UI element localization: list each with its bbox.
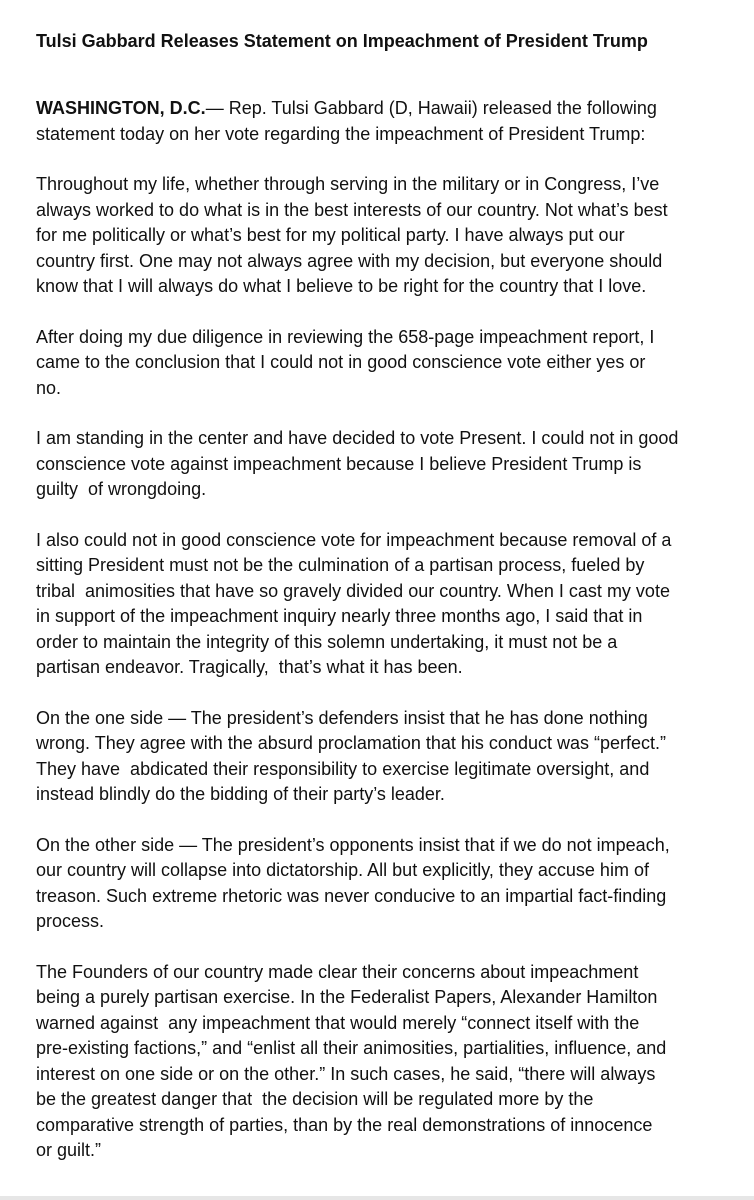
paragraph-line: partisan endeavor. Tragically, that’s what it has been.: [36, 657, 463, 677]
paragraph-line: warned against any impeachment that would merely “connect itself with the: [36, 1012, 640, 1033]
paragraph-line: process.: [36, 911, 105, 931]
paragraph-line: treason. Such extreme rhetoric was never conducive to an impartial fact-finding: [36, 885, 667, 906]
paragraph-line: They have abdicated their responsibility to exercise legitimate oversight, and: [36, 758, 650, 779]
paragraph-line: sitting President must not be the culmination of a partisan process, fueled by: [36, 555, 645, 575]
paragraph-line: for me politically or what’s best for my political party. I have always put our: [36, 225, 625, 245]
paragraph-line: pre-existing factions,” and “enlist all their animosities, partialities, influence, and: [36, 1038, 667, 1058]
paragraph-line: instead blindly do the bidding of their party’s leader.: [36, 784, 445, 804]
dateline: WASHINGTON, D.C.: [36, 98, 206, 118]
intro-line-1-text: — Rep. Tulsi Gabbard (D, Hawaii) released the following: [205, 98, 657, 118]
paragraph-line: interest on one side or on the other.” In such cases, he said, “there will always: [36, 1063, 656, 1084]
statement-document: [36, 28, 736, 1189]
paragraph-line: On the other side — The president’s opponents insist that if we do not impeach,: [36, 834, 670, 855]
paragraph-5: [36, 706, 736, 808]
paragraph-line: guilty of wrongdoing.: [36, 479, 207, 499]
paragraph-line: The Founders of our country made clear their concerns about impeachment: [36, 961, 639, 982]
paragraph-6: [36, 833, 736, 935]
paragraph-line: no.: [36, 377, 62, 398]
paragraph-line: in support of the impeachment inquiry nearly three months ago, I said that in: [36, 606, 643, 626]
paragraph-2: [36, 325, 736, 402]
paragraph-line: know that I will always do what I believe to be right for the country that I love.: [36, 276, 647, 296]
paragraph-4: [36, 528, 736, 681]
paragraph-1: [36, 172, 736, 300]
paragraph-line: came to the conclusion that I could not in good conscience vote either yes or: [36, 352, 646, 372]
paragraph-line: After doing my due diligence in reviewing the 658-page impeachment report, I: [36, 326, 655, 347]
paragraph-line: being a purely partisan exercise. In the Federalist Papers, Alexander Hamilton: [36, 987, 658, 1007]
paragraph-3: [36, 426, 736, 503]
paragraph-line: comparative strength of parties, than by the real demonstrations of innocence: [36, 1114, 653, 1135]
paragraph-line: statement today on her vote regarding the impeachment of President Trump:: [36, 123, 646, 144]
paragraph-line: our country will collapse into dictatorship. All but explicitly, they accuse him of: [36, 860, 649, 880]
paragraph-line: [36, 96, 736, 122]
paragraph-line: conscience vote against impeachment because I believe President Trump is: [36, 453, 642, 474]
paragraph-line: wrong. They agree with the absurd proclamation that his conduct was “perfect.”: [36, 733, 666, 753]
paragraph-line: I also could not in good conscience vote for impeachment because removal of a: [36, 529, 672, 550]
paragraph-line: Throughout my life, whether through serving in the military or in Congress, I’ve: [36, 174, 660, 194]
paragraph-line: country first. One may not always agree with my decision, but everyone should: [36, 250, 663, 271]
paragraph-7: [36, 960, 736, 1164]
paragraph-line: or guilt.”: [36, 1140, 102, 1160]
bottom-divider: [0, 1196, 754, 1200]
paragraph-line: I am standing in the center and have decided to vote Present. I could not in good: [36, 428, 679, 448]
paragraph-line: always worked to do what is in the best interests of our country. Not what’s best: [36, 199, 668, 220]
paragraph-intro: [36, 96, 736, 147]
paragraph-line: be the greatest danger that the decision will be regulated more by the: [36, 1089, 594, 1109]
paragraph-line: order to maintain the integrity of this solemn undertaking, it must not be a: [36, 631, 618, 652]
document-title: Tulsi Gabbard Releases Statement on Impeachment of President Trump: [36, 31, 648, 51]
paragraph-line: tribal animosities that have so gravely divided our country. When I cast my vote: [36, 580, 670, 601]
paragraph-line: On the one side — The president’s defenders insist that he has done nothing: [36, 707, 648, 728]
